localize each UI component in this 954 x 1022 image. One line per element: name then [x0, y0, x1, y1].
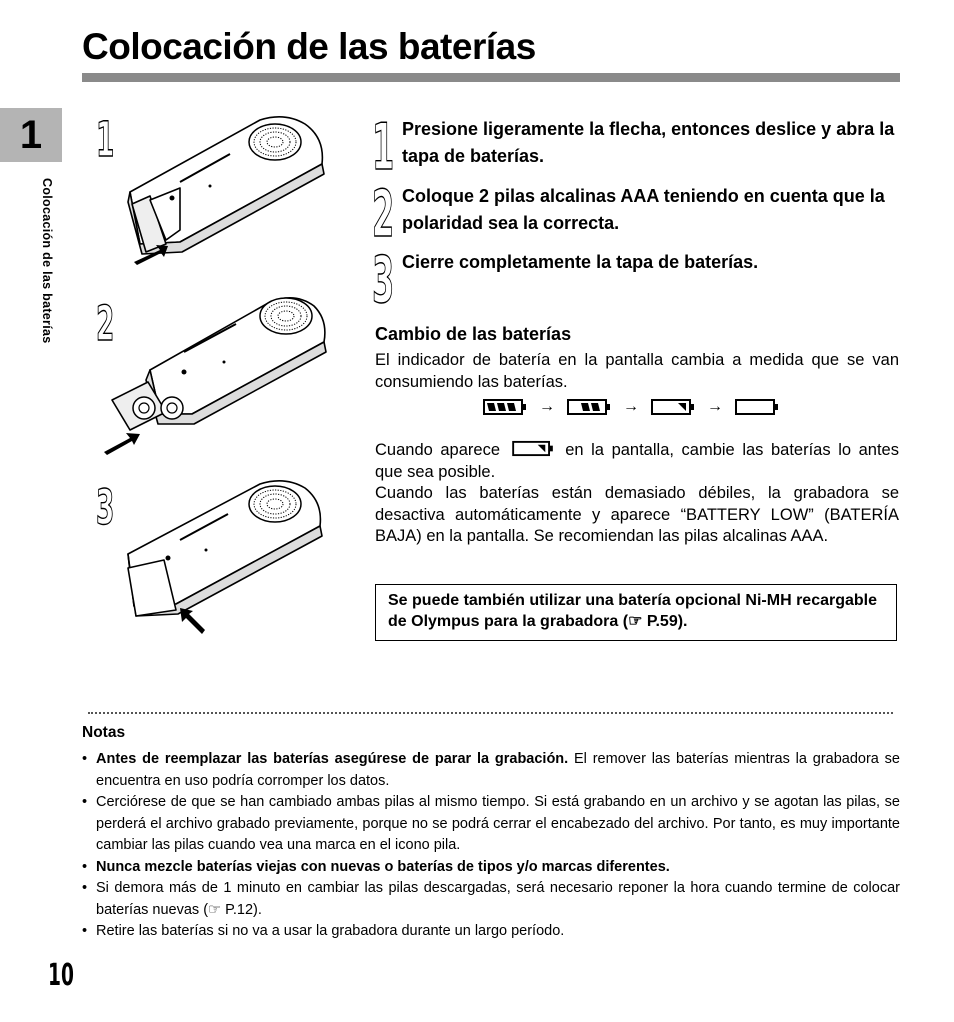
battery-empty-icon: [735, 398, 779, 416]
battery-two-thirds-icon: [567, 398, 611, 416]
note-text: El remover las baterías mientras la grabadora se encuentra en uso podría corromper los datos.: [96, 751, 900, 789]
note-text: Retire las baterías si no va a usar la grabadora durante un largo período.: [96, 923, 565, 939]
dotted-separator: [88, 712, 893, 714]
page-title: Colocación de las baterías: [82, 26, 536, 67]
title-rule: [82, 73, 900, 82]
notes-list: [82, 749, 900, 943]
section-heading: Cambio de las baterías: [375, 324, 572, 344]
note-item: [82, 792, 900, 857]
note-text: Se puede también utilizar una batería opcional Ni-MH recargable de Olympus para la grabadora (: [388, 592, 877, 630]
note-bold: Nunca mezcle baterías viejas con nuevas o baterías de tipos y/o marcas diferentes.: [96, 858, 670, 875]
step-number: 3: [372, 244, 395, 318]
step-2: [372, 178, 902, 252]
chapter-tab: 1: [0, 108, 62, 162]
battery-full-icon: [483, 398, 527, 416]
figure-number-2: 2: [96, 296, 115, 352]
step-1: [372, 111, 902, 185]
recorder-illustration-insert-batteries: [100, 290, 330, 465]
battery-low-icon: [651, 398, 695, 416]
step-number: 1: [372, 111, 395, 185]
arrow: →: [623, 398, 639, 415]
optional-battery-note: [375, 584, 897, 641]
battery-low-paragraph: [375, 440, 899, 483]
note-bold: Antes de reemplazar las baterías asegúrese de parar la grabación.: [96, 751, 569, 767]
recorder-illustration-open-cover: [110, 112, 330, 282]
figure-number-3: 3: [96, 480, 115, 536]
page-reference: ☞ P.59: [628, 613, 678, 630]
recorder-illustration-close-cover: [110, 478, 330, 638]
arrow: →: [539, 398, 555, 415]
note-item: [82, 878, 900, 921]
notes-heading: Notas: [82, 724, 126, 741]
battery-intro: El indicador de batería en la pantalla cambia a medida que se van consumiendo las baterías.: [375, 351, 899, 391]
page-number: 10: [48, 958, 74, 993]
battery-indicator-sequence: [483, 398, 779, 416]
figure-number-1: 1: [96, 112, 115, 168]
step-text: Presione ligeramente la flecha, entonces deslice y abra la tapa de baterías.: [402, 119, 895, 166]
battery-weak-paragraph: Cuando las baterías están demasiado débiles, la grabadora se desactiva automáticamente y aparece “BATTERY LOW” (BATERÍA BAJA) en la pantalla. Se recomiendan las pilas alcalinas AAA.: [375, 484, 899, 545]
note-close: ).: [677, 613, 688, 630]
para1-before: Cuando aparece: [375, 441, 501, 459]
para1-after: en la pantalla, cambie las baterías lo antes que sea posible.: [375, 441, 899, 481]
note-text: Cerciórese de que se han cambiado ambas pilas al mismo tiempo. Si está grabando en un archivo y se agotan las pilas, se perderá el archivo grabado previamente, porque no se podrá cerrar el encabezado del archivo. Por tanto, es muy importante cambiar las pilas cuando vea una marca en el icono pila.: [96, 794, 900, 853]
step-number: 2: [372, 178, 395, 252]
step-3: [372, 244, 902, 318]
note-text: Si demora más de 1 minuto en cambiar las pilas descargadas, será necesario reponer la hora cuando termine de colocar baterías nuevas (☞ P.12).: [96, 880, 900, 918]
arrow: →: [707, 398, 723, 415]
note-item: [82, 857, 900, 879]
battery-low-inline-icon: [511, 440, 555, 457]
step-text: Coloque 2 pilas alcalinas AAA teniendo en cuenta que la polaridad sea la correcta.: [402, 186, 885, 233]
note-item: [82, 921, 900, 943]
side-label: Colocación de las baterías: [40, 178, 54, 344]
note-item: [82, 749, 900, 792]
step-text: Cierre completamente la tapa de baterías.: [402, 252, 759, 272]
